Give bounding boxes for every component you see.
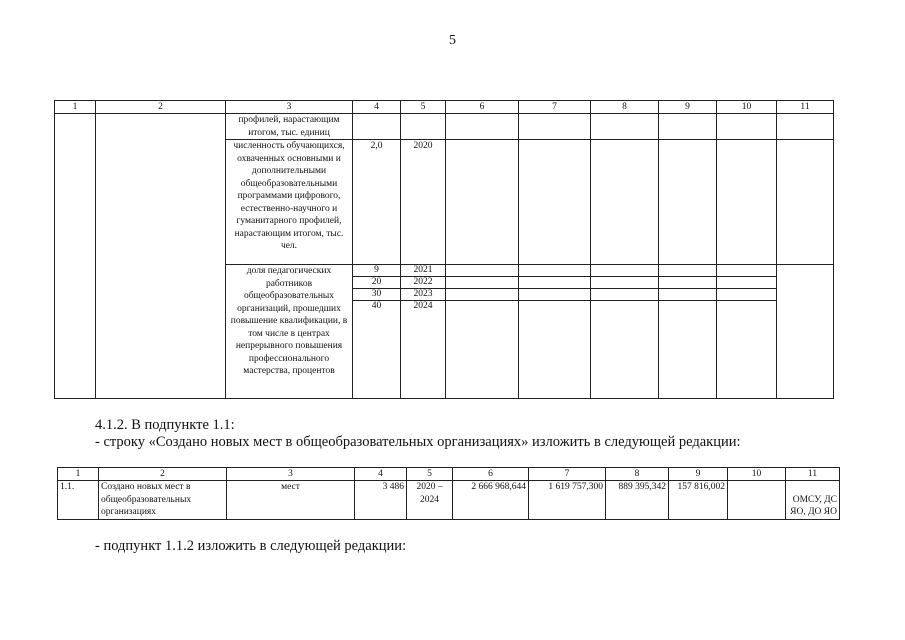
federal-amount: 1 619 757,300 <box>529 481 606 520</box>
cell <box>519 265 591 399</box>
header-cell: 4 <box>355 468 407 481</box>
header-cell: 9 <box>669 468 728 481</box>
cell <box>96 114 226 399</box>
header-cell: 1 <box>55 101 96 114</box>
header-cell: 1 <box>58 468 99 481</box>
indicator-name: численность обучающихся, охваченных основными и дополнительными общеобразовательными программами цифрового, естественно-научного и гуманитарного профилей, нарастающим итогом, тыс. чел. <box>226 140 353 265</box>
unit: мест <box>227 481 355 520</box>
cell <box>401 114 446 140</box>
header-cell: 2 <box>96 101 226 114</box>
header-cell: 3 <box>227 468 355 481</box>
local-amount: 157 816,002 <box>669 481 728 520</box>
cell <box>353 265 401 399</box>
header-cell: 3 <box>226 101 353 114</box>
cell <box>55 114 96 399</box>
total-amount: 2 666 968,644 <box>453 481 529 520</box>
header-cell: 4 <box>353 101 401 114</box>
indicator-year: 2020 <box>401 140 446 265</box>
header-cell: 6 <box>453 468 529 481</box>
value-sub: 40 <box>353 301 401 312</box>
header-cell: 8 <box>591 101 659 114</box>
value-sub: 9 <box>353 265 401 277</box>
cell <box>591 265 659 399</box>
header-cell: 5 <box>401 101 446 114</box>
header-cell: 8 <box>606 468 669 481</box>
indicator-name: профилей, нарастающим итогом, тыс. единиц <box>226 114 353 140</box>
year-sub: 2023 <box>401 289 446 301</box>
indicators-table <box>54 100 834 399</box>
value: 3 486 <box>355 481 407 520</box>
value-sub: 20 <box>353 277 401 289</box>
cell <box>446 140 519 265</box>
cell <box>519 140 591 265</box>
cell <box>777 114 834 140</box>
period: 2020 – 2024 <box>407 481 453 520</box>
table-row <box>55 114 834 140</box>
header-cell: 2 <box>99 468 227 481</box>
header-cell: 7 <box>519 101 591 114</box>
regional-amount: 889 395,342 <box>606 481 669 520</box>
cell <box>659 140 717 265</box>
header-cell: 5 <box>407 468 453 481</box>
paragraph-4-1-2: 4.1.2. В подпункте 1.1: <box>95 417 235 433</box>
table-header-row <box>55 101 834 114</box>
cell <box>777 265 834 399</box>
table-row <box>58 481 840 520</box>
header-cell: 10 <box>717 101 777 114</box>
cell <box>591 114 659 140</box>
cell <box>659 265 717 399</box>
item-name: Создано новых мест в общеобразовательных организациях <box>99 481 227 520</box>
cell <box>519 114 591 140</box>
indicator-name: доля педагогических работников общеобразовательных организаций, прошедших повышение квалификации, в том числе в центрах непрерывного повышения профессионального мастерства, процентов <box>226 265 353 399</box>
indicator-value: 2,0 <box>353 140 401 265</box>
other-amount <box>728 481 786 520</box>
cell <box>446 114 519 140</box>
year-sub: 2022 <box>401 277 446 289</box>
header-cell: 9 <box>659 101 717 114</box>
cell <box>401 265 446 399</box>
year-sub: 2021 <box>401 265 446 277</box>
cell <box>717 265 777 399</box>
item-number: 1.1. <box>58 481 99 520</box>
header-cell: 10 <box>728 468 786 481</box>
header-cell: 11 <box>786 468 840 481</box>
executors: ОМСУ, ДС ЯО, ДО ЯО <box>786 481 840 520</box>
value-sub: 30 <box>353 289 401 301</box>
cell <box>717 140 777 265</box>
table-header-row <box>58 468 840 481</box>
cell <box>353 114 401 140</box>
header-cell: 7 <box>529 468 606 481</box>
paragraph-instruction: - строку «Создано новых мест в общеобразовательных организациях» изложить в следующей редакции: <box>95 434 741 450</box>
cell <box>659 114 717 140</box>
header-cell: 11 <box>777 101 834 114</box>
year-sub: 2024 <box>401 301 446 312</box>
cell <box>777 140 834 265</box>
page-number: 5 <box>449 33 456 48</box>
new-places-table <box>57 467 840 520</box>
cell <box>446 265 519 399</box>
header-cell: 6 <box>446 101 519 114</box>
paragraph-1-1-2: - подпункт 1.1.2 изложить в следующей редакции: <box>95 538 407 554</box>
cell <box>717 114 777 140</box>
cell <box>591 140 659 265</box>
